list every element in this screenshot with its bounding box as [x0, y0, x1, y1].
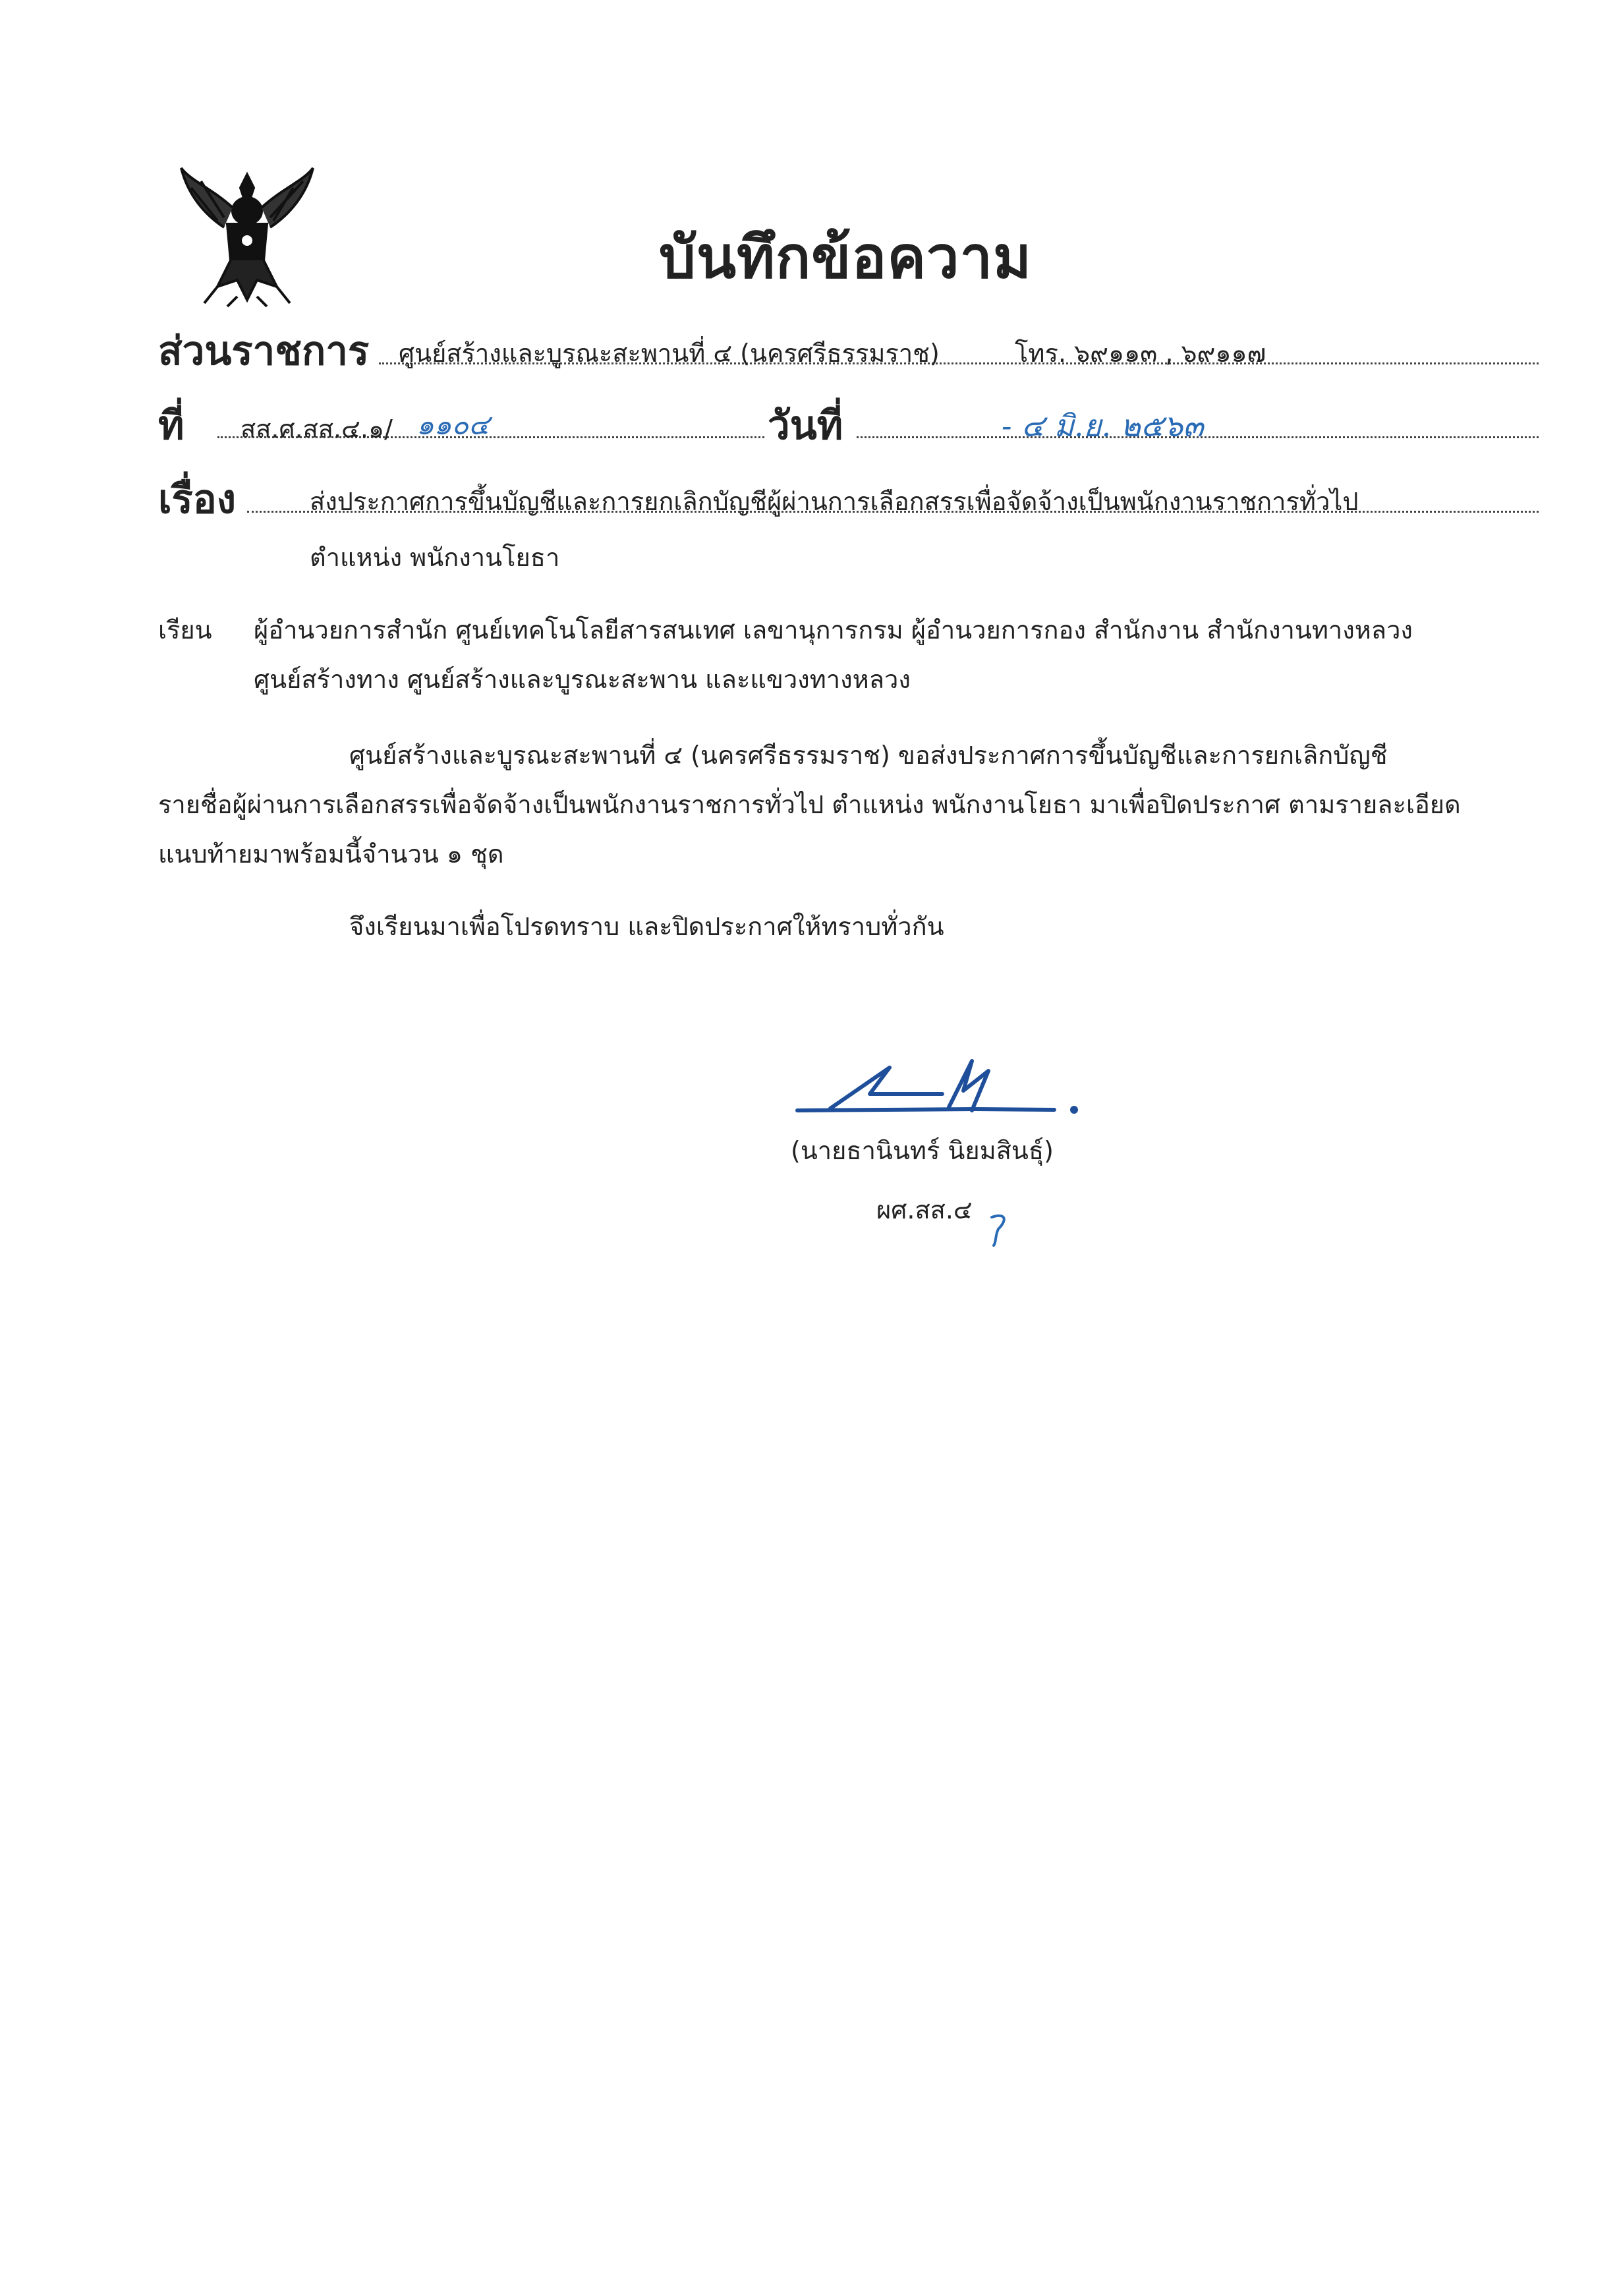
salutation-line-1: ผู้อำนวยการสำนัก ศูนย์เทคโนโลยีสารสนเทศ เลขานุการกรม ผู้อำนวยการกอง สำนักงาน สำนักงานทางหลวง	[254, 616, 1413, 645]
closing-line: จึงเรียนมาเพื่อโปรดทราบ และปิดประกาศให้ทราบทั่วกัน	[349, 912, 944, 941]
body-line-1: ศูนย์สร้างและบูรณะสะพานที่ ๔ (นครศรีธรรมราช) ขอส่งประกาศการขึ้นบัญชีและการยกเลิกบัญชี	[349, 741, 1388, 770]
signatory-position: ผศ.สส.๔	[876, 1195, 973, 1224]
salutation-label: เรียน	[158, 616, 212, 645]
agency-value: ศูนย์สร้างและบูรณะสะพานที่ ๔ (นครศรีธรรมราช)	[399, 339, 940, 368]
date-handwritten: - ๔ มิ.ย. ๒๕๖๓	[1002, 408, 1204, 444]
agency-label: ส่วนราชการ	[158, 328, 370, 374]
signature	[791, 1054, 1087, 1127]
ref-label: ที่	[158, 403, 185, 449]
subject-label: เรื่อง	[158, 476, 237, 523]
agency-phone: โทร. ๖๙๑๑๓ , ๖๙๑๑๗	[1015, 339, 1266, 368]
salutation-line-2: ศูนย์สร้างทาง ศูนย์สร้างและบูรณะสะพาน และแขวงทางหลวง	[254, 665, 911, 694]
body-line-2: รายชื่อผู้ผ่านการเลือกสรรเพื่อจัดจ้างเป็นพนักงานราชการทั่วไป ตำแหน่ง พนักงานโยธา มาเพื่อปิดประกาศ ตามรายละเอียด	[158, 790, 1461, 819]
ref-prefix: สส.ศ.สส.๔.๑/	[241, 415, 393, 444]
garuda-emblem	[178, 161, 316, 310]
initial-mark	[988, 1209, 1015, 1249]
subject-line-2: ตำแหน่ง พนักงานโยธา	[310, 543, 560, 572]
memo-title: บันทึกข้อความ	[659, 223, 1033, 291]
body-line-3: แนบท้ายมาพร้อมนี้จำนวน ๑ ชุด	[158, 840, 504, 869]
signatory-name: (นายธานินทร์ นิยมสินธุ์)	[791, 1136, 1054, 1165]
date-label: วันที่	[768, 403, 843, 449]
ref-number-handwritten: ๑๑๐๔	[416, 409, 490, 441]
subject-line-1: ส่งประกาศการขึ้นบัญชีและการยกเลิกบัญชีผู้ผ่านการเลือกสรรเพื่อจัดจ้างเป็นพนักงานราชการทั่วไป	[310, 487, 1359, 516]
